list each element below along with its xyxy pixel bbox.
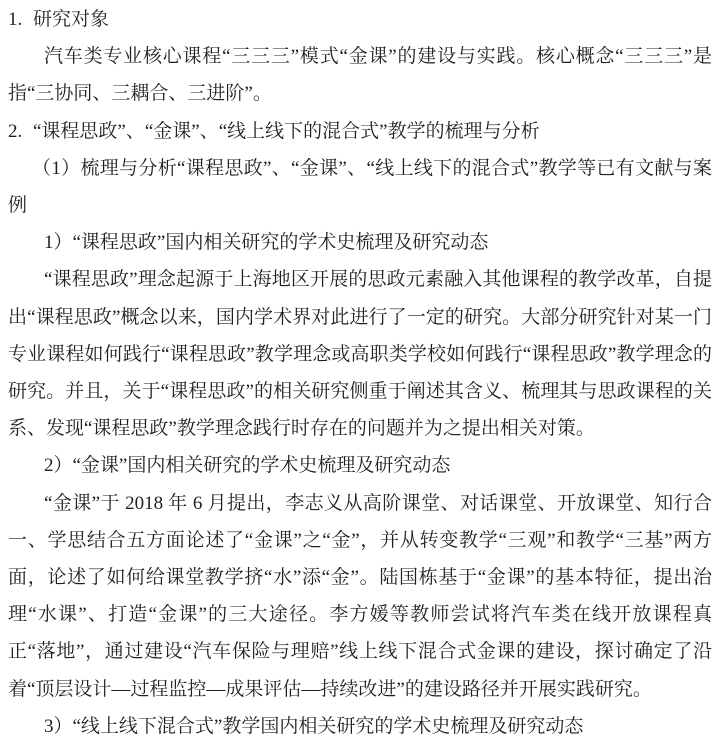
paragraph-research-object-body: 汽车类专业核心课程“三三三”模式“金课”的建设与实践。核心概念“三三三”是指“三协同、三耦合、三进阶”。: [8, 46, 712, 105]
numbered-heading-research-object: [8, 1, 712, 38]
paragraph-golden-course-body: “金课”于 2018 年 6 月提出，李志义从高阶课堂、对话课堂、开放课堂、知行合一、学思结合五方面论述了“金课”之“金”，并从转变教学“三观”和教学“三基”两方面，论述了如何给课堂教学挤“水”添“金”。陆国栋基于“金课”的基本特征，提出治理“水课”、打造“金课”的三大途径。李方媛等教师尝试将汽车类在线开放课程真正“落地”，通过建设“汽车保险与理赔”线上线下混合式金课的建设，探讨确定了沿着“顶层设计—过程监控—成果评估—持续改进”的建设路径并开展实践研究。: [8, 492, 712, 700]
paragraph-sub-item-1: 1）“课程思政”国内相关研究的学术史梳理及研究动态: [44, 232, 489, 254]
paragraph-curriculum-ideology-body: “课程思政”理念起源于上海地区开展的思政元素融入其他课程的教学改革，自提出“课程思政”概念以来，国内学术界对此进行了一定的研究。大部分研究针对某一门专业课程如何践行“课程思政”教学理念或高职类学校如何践行“课程思政”教学理念的研究。并且，关于“课程思政”的相关研究侧重于阐述其含义、梳理其与思政课程的关系、发现“课程思政”教学理念践行时存在的问题并为之提出相关对策。: [8, 269, 712, 440]
paragraph-sub-item-2: 2）“金课”国内相关研究的学术史梳理及研究动态: [44, 455, 451, 477]
list-number-1: 1.: [8, 9, 23, 30]
heading-text-research-object: 研究对象: [33, 9, 110, 30]
list-number-2: 2.: [8, 120, 23, 142]
heading-text-analysis: “课程思政”、“金课”、“线上线下的混合式”教学的梳理与分析: [33, 120, 540, 142]
paragraph-paren-item-1: （1）梳理与分析“课程思政”、“金课”、“线上线下的混合式”教学等已有文献与案例: [8, 157, 712, 217]
paragraph-sub-item-3: 3）“线上线下混合式”教学国内相关研究的学术史梳理及研究动态: [44, 715, 584, 737]
numbered-heading-analysis: [8, 113, 712, 150]
